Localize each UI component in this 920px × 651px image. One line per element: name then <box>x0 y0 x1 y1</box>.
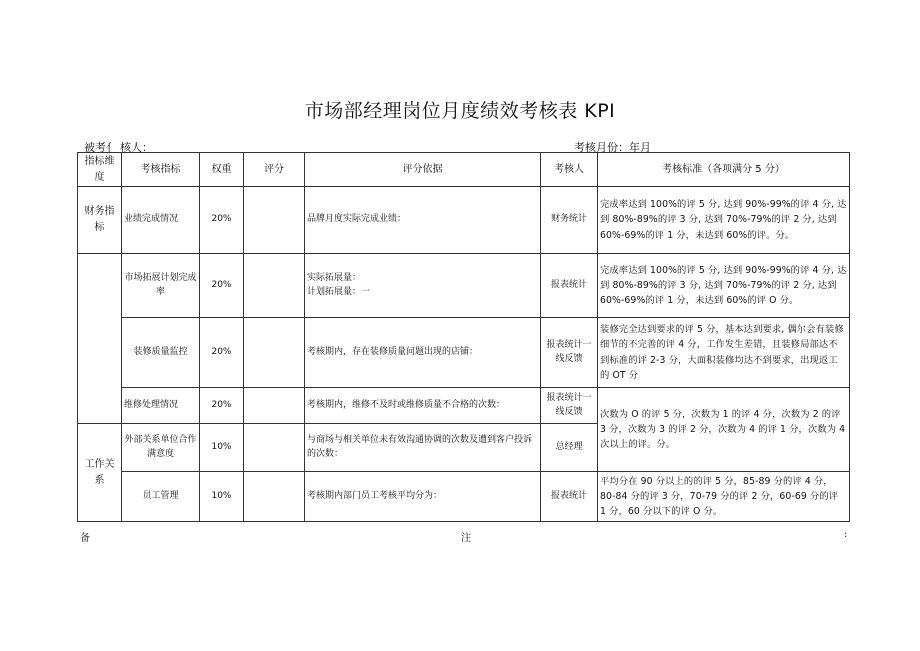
remarks-label-right: : <box>844 529 848 540</box>
score-cell[interactable] <box>244 472 305 522</box>
weight-cell: 20% <box>200 187 244 254</box>
table-row <box>78 254 850 318</box>
header-dimension: 指标维度 <box>78 153 122 187</box>
header-standard: 考核标准（各项满分 5 分） <box>598 153 850 187</box>
assessor-cell: 报表统计 <box>541 472 598 522</box>
group-finance: 财务指标 <box>78 187 122 254</box>
header-indicator: 考核指标 <box>122 153 200 187</box>
score-cell[interactable] <box>244 254 305 318</box>
header-score: 评分 <box>244 153 305 187</box>
indicator-cell: 装修质量监控 <box>122 318 200 388</box>
header-assessor: 考核人 <box>541 153 598 187</box>
basis-line-actual: 实际拓展量： <box>307 272 362 283</box>
assessment-month-label: 考核月份：年月 <box>574 141 651 154</box>
group-work: 工作关系 <box>78 424 122 522</box>
standard-cell: 平均分在 90 分以上的的评 5 分，85-89 分的评 4 分，80-84 分的评 3 分，70-79 分的评 2 分，60-69 分的评 1 分，60 分以下的评 O 分。 <box>598 472 850 522</box>
header-basis: 评分依据 <box>305 153 541 187</box>
weight-cell: 10% <box>200 472 244 522</box>
basis-cell: 考核期内，存在装修质量问题出现的店铺： <box>305 318 541 388</box>
basis-cell: 考核期内，维修不及时或维修质量不合格的次数： <box>305 388 541 424</box>
standard-cell: 完成率达到 100%的评 5 分, 达到 90%-99%的评 4 分, 达到 80%-89%的评 3 分, 达到 70%-79%的评 2 分, 达到 60%-69%的评 1 分，未达到 60%的评。分。 <box>598 187 850 254</box>
basis-cell <box>305 254 541 318</box>
indicator-cell: 员工管理 <box>122 472 200 522</box>
indicator-cell: 维修处理情况 <box>122 388 200 424</box>
table-row <box>78 318 850 388</box>
page-title: 市场部经理岗位月度绩效考核表 KPI <box>304 100 616 122</box>
evaluator-label: 核人： <box>120 141 153 154</box>
assessor-cell: 报表统计 <box>541 254 598 318</box>
standard-cell: 完成率达到 100%的评 5 分, 达到 90%-99%的评 4 分, 达到 80%-89%的评 3 分, 达到 70%-79%的评 2 分, 达到 60%-69%的评 1 分，未达到 60%的评 O 分。 <box>598 254 850 318</box>
score-cell[interactable] <box>244 388 305 424</box>
assessor-cell: 报表统计一线反馈 <box>541 318 598 388</box>
basis-cell: 考核期内部门员工考核平均分为： <box>305 472 541 522</box>
header-weight: 权重 <box>200 153 244 187</box>
standard-cell: 次数为 O 的评 5 分，次数为 1 的评 4 分，次数为 2 的评 3 分，次数为 3 的评 2 分，次数为 4 的评 1 分，次数为 4 次以上的评。分。 <box>598 388 850 472</box>
score-cell[interactable] <box>244 187 305 254</box>
assessor-cell: 财务统计 <box>541 187 598 254</box>
table-row <box>78 187 850 254</box>
basis-cell: 与商场与相关单位未有效沟通协调的次数及遭到客户投诉的次数： <box>305 424 541 472</box>
indicator-cell: 市场拓展计划完成率 <box>122 254 200 318</box>
evaluatee-label: 被考亻 <box>84 141 117 154</box>
remarks-label-middle: 注 <box>461 533 471 544</box>
score-cell[interactable] <box>244 318 305 388</box>
indicator-cell: 外部关系单位合作满意度 <box>122 424 200 472</box>
indicator-cell: 业绩完成情况 <box>122 187 200 254</box>
assessor-cell: 报表统计一线反馈 <box>541 388 598 424</box>
weight-cell: 10% <box>200 424 244 472</box>
kpi-table <box>77 152 850 522</box>
weight-cell: 20% <box>200 318 244 388</box>
assessor-cell: 总经理 <box>541 424 598 472</box>
score-cell[interactable] <box>244 424 305 472</box>
weight-cell: 20% <box>200 254 244 318</box>
weight-cell: 20% <box>200 388 244 424</box>
remarks-label-left: 备 <box>80 533 90 544</box>
table-row <box>78 472 850 522</box>
table-header-row <box>78 153 850 187</box>
basis-line-plan: 计划拓展量：一 <box>307 286 371 297</box>
group-blank-cell <box>78 254 122 424</box>
table-row <box>78 388 850 424</box>
standard-cell: 装修完全达到要求的评 5 分，基本达到要求, 偶尔会有装修细节的不完善的评 4 分，工作发生差错，且装修局部达不到标准的评 2-3 分，大面积装修均达不到要求，出现返工的 OT 分 <box>598 318 850 388</box>
basis-cell: 品牌月度实际完成业绩： <box>305 187 541 254</box>
